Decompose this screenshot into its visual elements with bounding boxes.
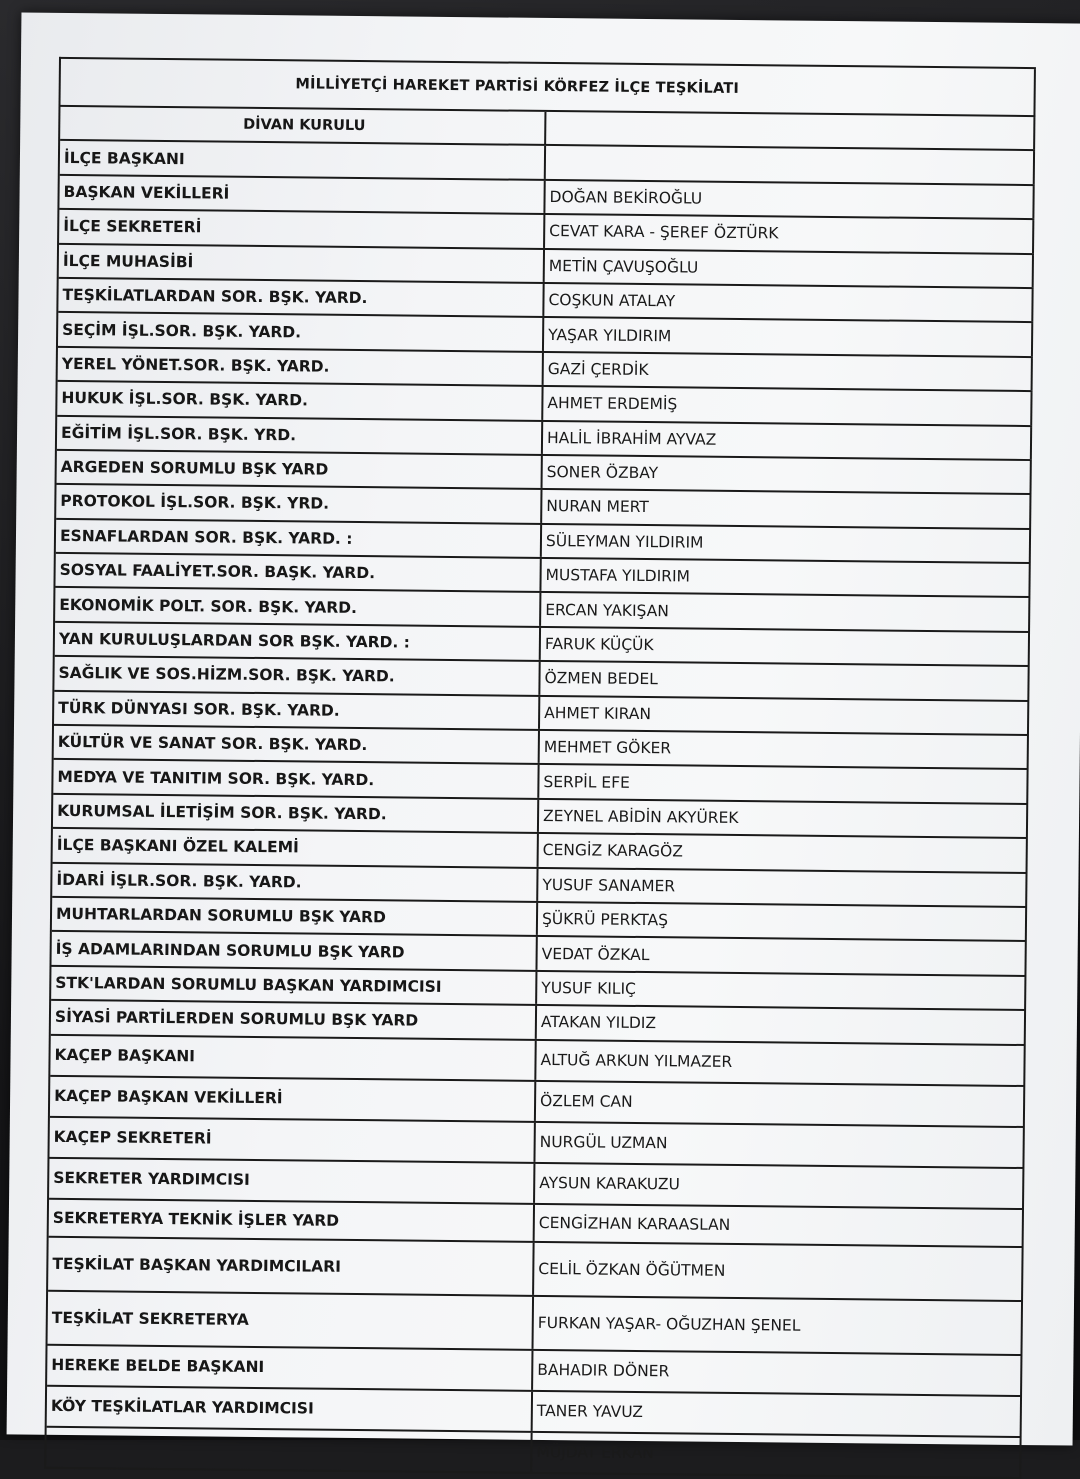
name-cell: TANER YAVUZ [533, 1391, 1022, 1435]
role-cell: TÜRK DÜNYASI SOR. BŞK. YARD. [54, 691, 540, 728]
role-cell: PROTOKOL İŞL.SOR. BŞK. YRD. [56, 485, 542, 522]
role-cell [46, 1427, 532, 1471]
name-cell: ŞÜKRÜ PERKTAŞ [538, 903, 1027, 941]
name-cell: METİN ÇAVUŞOĞLU [545, 250, 1034, 288]
role-cell: EKONOMİK POLT. SOR. BŞK. YARD. [55, 588, 541, 625]
role-cell: BAŞKAN VEKİLLERİ [59, 176, 545, 213]
name-cell: YUSUF SANAMER [538, 869, 1027, 907]
name-cell: HALİL İBRAHİM AYVAZ [543, 421, 1032, 459]
role-cell: İLÇE MUHASİBİ [59, 244, 545, 281]
role-cell: YAN KURULUŞLARDAN SOR BŞK. YARD. : [55, 623, 541, 660]
role-cell: SİYASİ PARTİLERDEN SORUMLU BŞK YARD [51, 1001, 537, 1038]
role-cell: HEREKE BELDE BAŞKANI [47, 1345, 533, 1389]
name-cell: YUSUF KILIÇ [537, 972, 1026, 1010]
name-cell: ÖZLEM CAN [536, 1081, 1025, 1125]
name-cell: YAŞAR YILDIRIM [544, 318, 1033, 356]
name-cell: SERPİL EFE [539, 765, 1028, 803]
name-cell: FURKAN YAŞAR- OĞUZHAN ŞENEL [534, 1296, 1024, 1353]
role-cell: YEREL YÖNET.SOR. BŞK. YARD. [58, 348, 544, 385]
role-cell: TEŞKİLATLARDAN SOR. BŞK. YARD. [58, 279, 544, 316]
name-cell: BAHADIR DÖNER [533, 1350, 1022, 1394]
name-cell: COŞKUN ATALAY [544, 284, 1033, 322]
name-cell: MUSTAFA YILDIRIM [541, 559, 1030, 597]
role-cell: KAÇEP BAŞKAN VEKİLLERİ [50, 1076, 536, 1120]
name-cell [546, 146, 1035, 184]
role-cell: SOSYAL FAALİYET.SOR. BAŞK. YARD. [55, 554, 541, 591]
name-cell: CELİL ÖZKAN ÖĞÜTMEN [534, 1242, 1024, 1299]
name-cell: VEDAT ÖZKAL [537, 937, 1026, 975]
name-cell: MEHMET GÖKER [540, 731, 1029, 769]
role-cell: İLÇE BAŞKANI [60, 141, 546, 178]
name-cell: NURGÜL UZMAN [535, 1122, 1024, 1166]
role-cell: MEDYA VE TANITIM SOR. BŞK. YARD. [53, 760, 539, 797]
name-cell: ZEYNEL ABİDİN AKYÜREK [539, 800, 1028, 838]
name-cell: DOĞAN BEKİROĞLU [545, 181, 1034, 219]
role-cell: SEKRETERYA TEKNİK İŞLER YARD [49, 1199, 535, 1240]
role-cell: ESNAFLARDAN SOR. BŞK. YARD. : [56, 520, 542, 557]
paper-sheet [7, 12, 1080, 1463]
role-cell: SEÇİM İŞL.SOR. BŞK. YARD. [58, 313, 544, 350]
role-cell: İDARİ İŞLR.SOR. BŞK. YARD. [52, 863, 538, 900]
section-header: DİVAN KURULU [60, 107, 546, 144]
divan-kurulu-table [44, 57, 1036, 1479]
role-cell: TEŞKİLAT BAŞKAN YARDIMCILARI [48, 1237, 535, 1294]
role-cell: TEŞKİLAT SEKRETERYA [48, 1291, 535, 1348]
name-cell: ÖZMEN BEDEL [540, 662, 1029, 700]
role-cell: HUKUK İŞL.SOR. BŞK. YARD. [57, 382, 543, 419]
role-cell: KÜLTÜR VE SANAT SOR. BŞK. YARD. [54, 726, 540, 763]
name-cell: AYSUN KARAKUZU [535, 1163, 1024, 1207]
name-cell: CENGİZHAN KARAASLAN [535, 1204, 1024, 1245]
header-empty-cell [546, 112, 1035, 150]
role-cell: KÖY TEŞKİLATLAR YARDIMCISI [47, 1386, 533, 1430]
name-cell: ALTUĞ ARKUN YILMAZER [536, 1040, 1025, 1084]
table-body [46, 141, 1035, 1478]
role-cell: EĞİTİM İŞL.SOR. BŞK. YRD. [57, 416, 543, 453]
role-cell: KAÇEP BAŞKANI [50, 1035, 536, 1079]
name-cell: AHMET ERDEMİŞ [543, 387, 1032, 425]
role-cell: MUHTARLARDAN SORUMLU BŞK YARD [52, 898, 538, 935]
role-cell: STK'LARDAN SORUMLU BAŞKAN YARDIMCISI [51, 967, 537, 1004]
role-cell: İLÇE SEKRETERİ [59, 210, 545, 247]
name-cell: CEVAT KARA - ŞEREF ÖZTÜRK [545, 215, 1034, 253]
role-cell: İLÇE BAŞKANI ÖZEL KALEMİ [53, 829, 539, 866]
name-cell: ERCAN YAKIŞAN [541, 593, 1030, 631]
document-title: MİLLİYETÇİ HAREKET PARTİSİ KÖRFEZ İLÇE TEŞKİLATI [60, 59, 1035, 117]
role-cell: SEKRETER YARDIMCISI [49, 1158, 535, 1202]
name-cell: AHMET KIRAN [540, 697, 1029, 735]
role-cell: KURUMSAL İLETİŞİM SOR. BŞK. YARD. [53, 795, 539, 832]
role-cell: İŞ ADAMLARINDAN SORUMLU BŞK YARD [52, 932, 538, 969]
name-cell: MÜJDAT ERKAN [532, 1432, 1021, 1476]
name-cell: FARUK KÜÇÜK [541, 628, 1030, 666]
name-cell: NURAN MERT [542, 490, 1031, 528]
name-cell: CENGİZ KARAGÖZ [539, 834, 1028, 872]
name-cell: ATAKAN YILDIZ [537, 1006, 1026, 1044]
name-cell: SONER ÖZBAY [543, 456, 1032, 494]
role-cell: KAÇEP SEKRETERİ [49, 1117, 535, 1161]
role-cell: SAĞLIK VE SOS.HİZM.SOR. BŞK. YARD. [54, 657, 540, 694]
name-cell: SÜLEYMAN YILDIRIM [542, 525, 1031, 563]
name-cell: GAZİ ÇERDİK [544, 353, 1033, 391]
role-cell: ARGEDEN SORUMLU BŞK YARD [57, 451, 543, 488]
